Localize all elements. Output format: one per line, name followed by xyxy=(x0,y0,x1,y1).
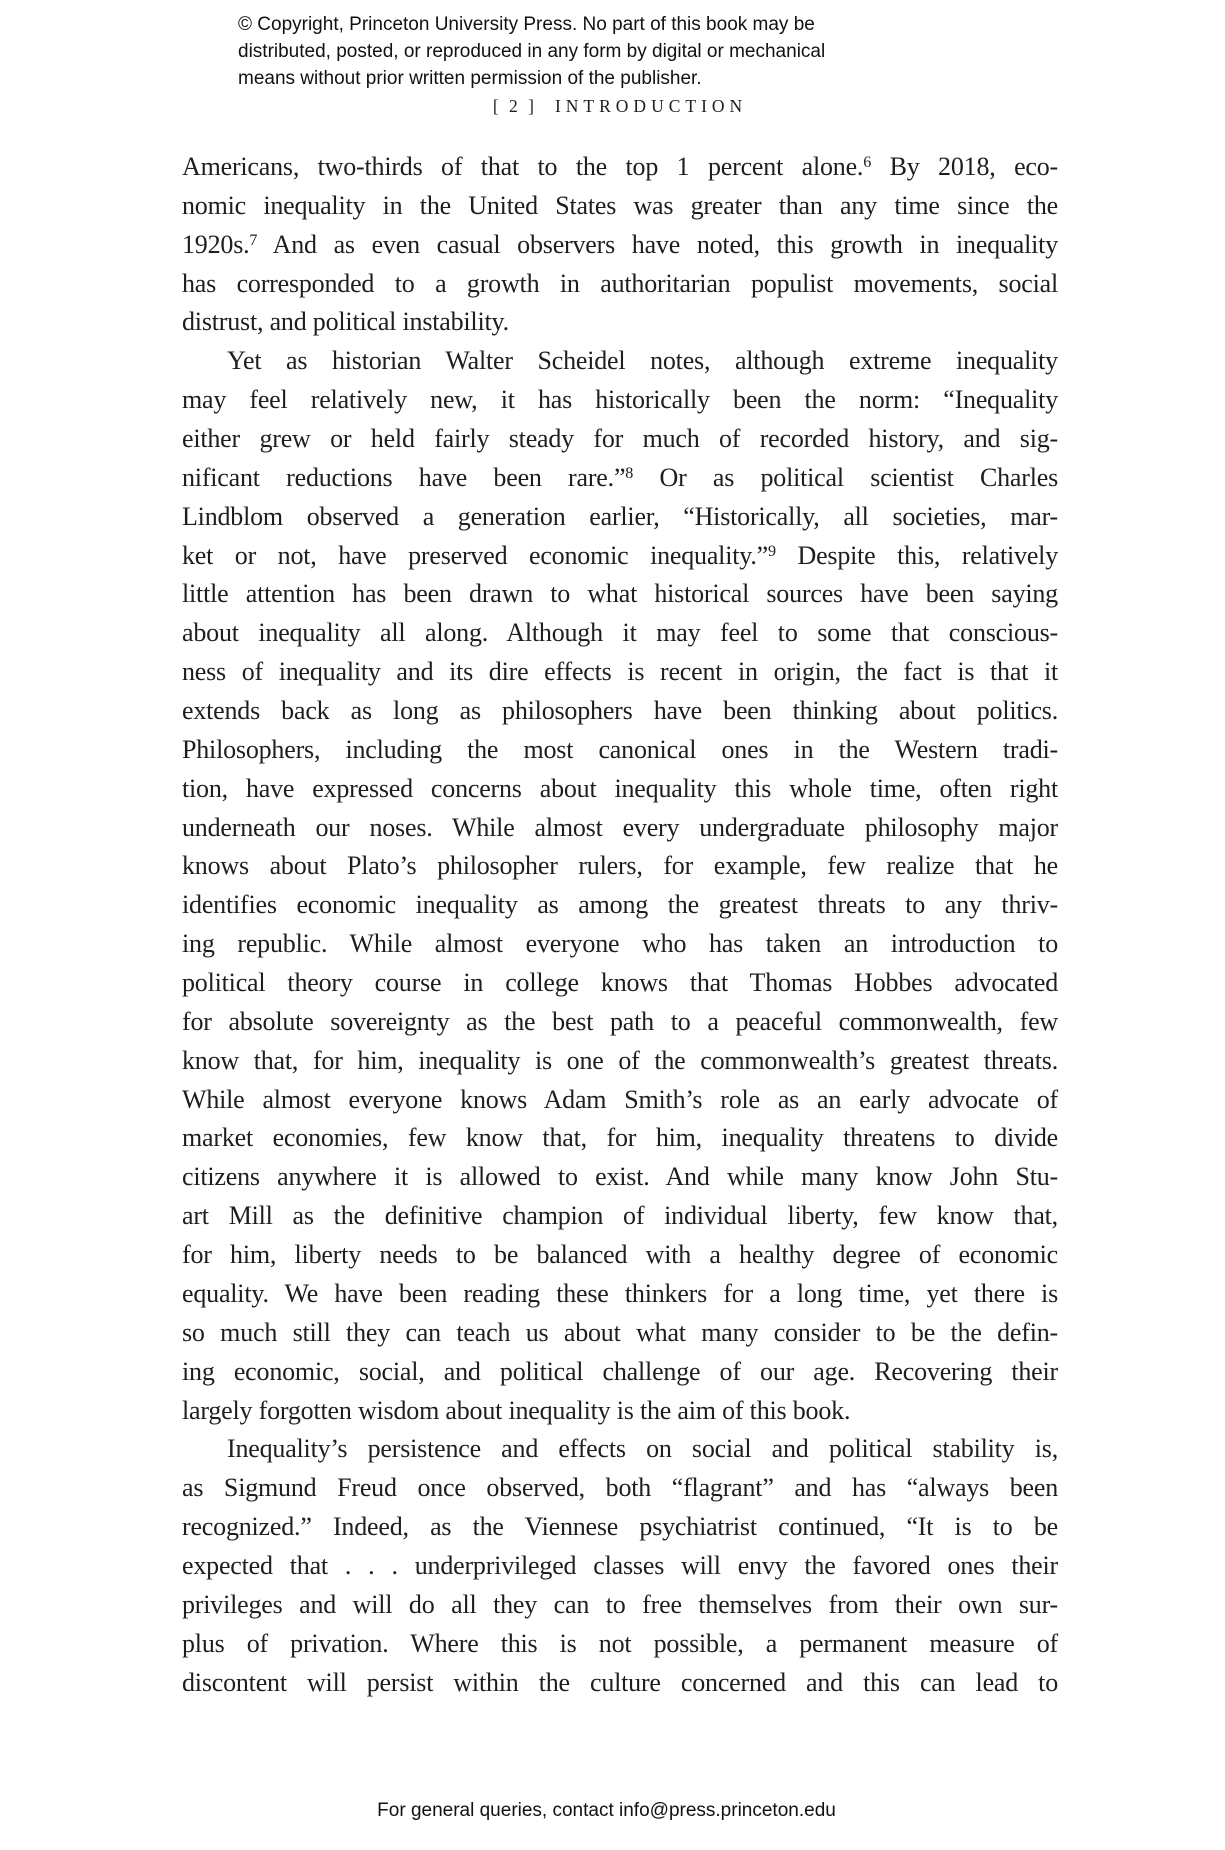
text-line: art Mill as the definitive champion of individual liberty, few know that, xyxy=(182,1201,1058,1231)
copyright-notice xyxy=(238,11,825,92)
body-text xyxy=(182,148,1058,1702)
text-line: so much still they can teach us about what many consider to be the defin- xyxy=(182,1317,1058,1347)
text-line: plus of privation. Where this is not possible, a permanent measure of xyxy=(182,1628,1058,1658)
footnote-marker: 8 xyxy=(625,464,634,482)
text-line: about inequality all along. Although it may feel to some that conscious- xyxy=(182,618,1058,648)
text-line: ing economic, social, and political challenge of our age. Recovering their xyxy=(182,1356,1058,1386)
copyright-line: means without prior written permission of the publisher. xyxy=(238,68,702,89)
footnote-marker: 7 xyxy=(249,231,258,249)
text-line: Inequality’s persistence and effects on social and political stability is, xyxy=(227,1434,1058,1464)
text-line: equality. We have been reading these thinkers for a long time, yet there is xyxy=(182,1278,1058,1308)
text-line: for absolute sovereignty as the best path to a peaceful commonwealth, few xyxy=(182,1006,1058,1036)
text-line: ness of inequality and its dire effects is recent in origin, the fact is that it xyxy=(182,657,1058,687)
text-line: political theory course in college knows that Thomas Hobbes advocated xyxy=(182,968,1058,998)
text-line: as Sigmund Freud once observed, both “flagrant” and has “always been xyxy=(182,1473,1058,1503)
chapter-title: INTRODUCTION xyxy=(554,96,748,116)
footer-contact: For general queries, contact info@press.princeton.edu xyxy=(377,1800,836,1821)
page-number: [ 2 ] xyxy=(492,96,537,116)
text-line: privileges and will do all they can to free themselves from their own sur- xyxy=(182,1589,1058,1619)
footnote-marker: 6 xyxy=(863,153,872,171)
text-line: ket or not, have preserved economic inequality.”$^9$ Despite this, relatively xyxy=(182,540,1058,570)
text-line: distrust, and political instability. xyxy=(182,307,509,337)
text-line: ing republic. While almost everyone who has taken an introduction to xyxy=(182,929,1058,959)
footnote-marker: 9 xyxy=(768,542,776,560)
text-line: Lindblom observed a generation earlier, “Historically, all societies, mar- xyxy=(182,501,1058,531)
text-line: Yet as historian Walter Scheidel notes, although extreme inequality xyxy=(227,346,1058,376)
running-header xyxy=(182,96,1058,117)
text-line: know that, for him, inequality is one of the commonwealth’s greatest threats. xyxy=(182,1045,1058,1075)
text-line: citizens anywhere it is allowed to exist. And while many know John Stu- xyxy=(182,1162,1058,1192)
text-line: largely forgotten wisdom about inequality is the aim of this book. xyxy=(182,1395,851,1425)
text-line: for him, liberty needs to be balanced with a healthy degree of economic xyxy=(182,1240,1058,1270)
copyright-line: © Copyright, Princeton University Press. No part of this book may be xyxy=(238,14,815,35)
copyright-line: distributed, posted, or reproduced in any form by digital or mechanical xyxy=(238,41,826,62)
text-line: Americans, two-thirds of that to the top 1 percent alone.$^6$ By 2018, eco- xyxy=(182,152,1059,181)
text-line: tion, have expressed concerns about inequality this whole time, often right xyxy=(182,773,1058,803)
text-line: Philosophers, including the most canonical ones in the Western tradi- xyxy=(182,734,1058,764)
text-line: underneath our noses. While almost every undergraduate philosophy major xyxy=(182,812,1058,842)
text-line: market economies, few know that, for him, inequality threatens to divide xyxy=(182,1123,1058,1153)
text-line: extends back as long as philosophers have been thinking about politics. xyxy=(182,696,1058,726)
text-line: 1920s.$^7$ And as even casual observers have noted, this growth in inequality xyxy=(182,229,1058,259)
text-line: has corresponded to a growth in authoritarian populist movements, social xyxy=(182,268,1058,298)
text-line: little attention has been drawn to what historical sources have been saying xyxy=(182,579,1058,609)
text-line: expected that . . . underprivileged classes will envy the favored ones their xyxy=(182,1550,1058,1580)
text-line: either grew or held fairly steady for much of recorded history, and sig- xyxy=(182,424,1058,454)
text-line: While almost everyone knows Adam Smith’s role as an early advocate of xyxy=(182,1084,1058,1114)
text-line: identifies economic inequality as among the greatest threats to any thriv- xyxy=(182,890,1058,920)
text-line: nomic inequality in the United States was greater than any time since the xyxy=(182,190,1058,220)
text-line: knows about Plato’s philosopher rulers, for example, few realize that he xyxy=(182,851,1058,881)
text-line: recognized.” Indeed, as the Viennese psychiatrist continued, “It is to be xyxy=(182,1512,1058,1542)
text-line: nificant reductions have been rare.”$^8$ Or as political scientist Charles xyxy=(182,462,1058,492)
text-line: discontent will persist within the culture concerned and this can lead to xyxy=(182,1667,1058,1697)
text-line: may feel relatively new, it has historically been the norm: “Inequality xyxy=(182,385,1058,415)
